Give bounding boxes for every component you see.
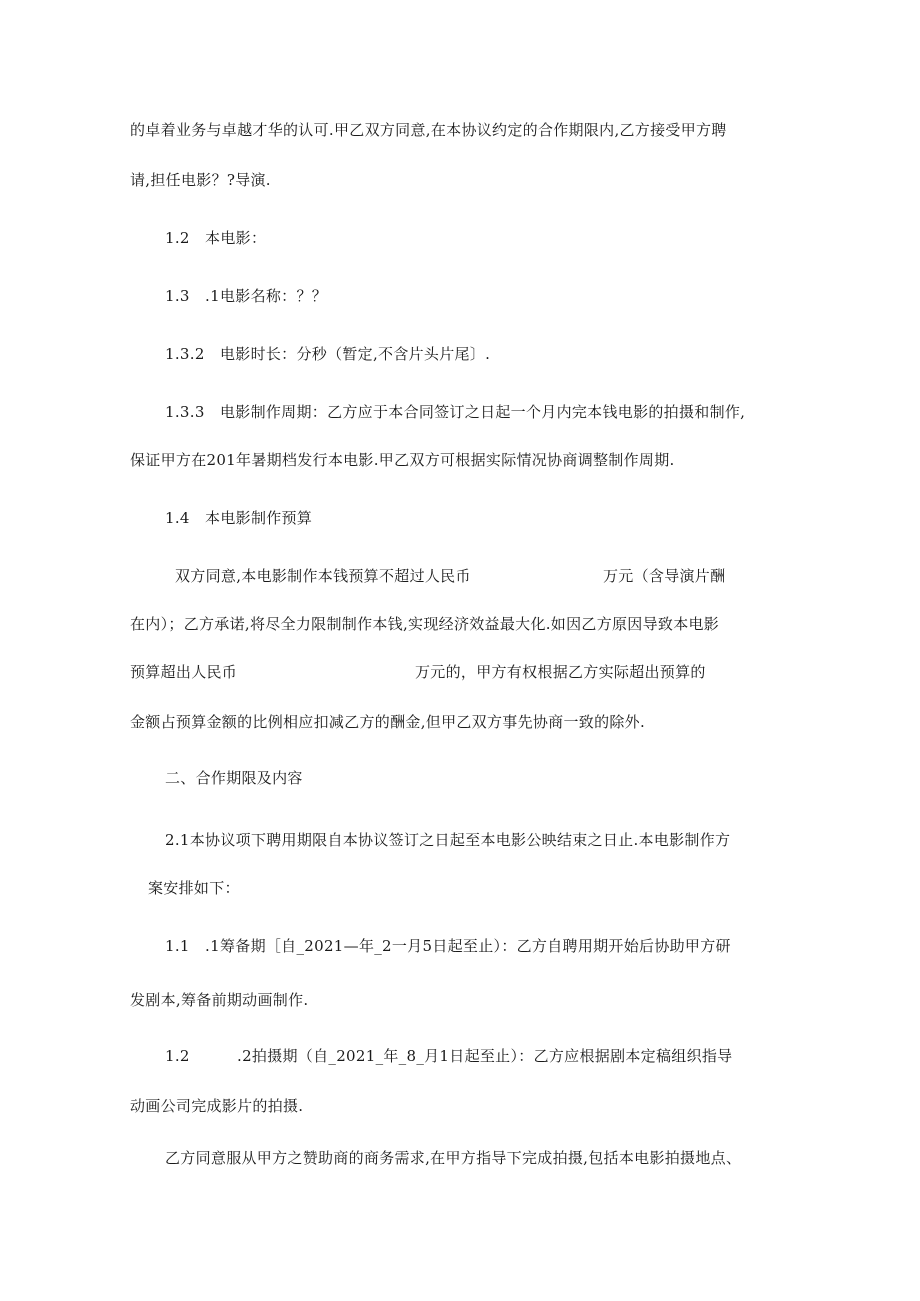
text-line-budget-3a: 预算超出人民币 xyxy=(130,663,238,681)
text-line-1: 的卓着业务与卓越才华的认可.甲乙双方同意,在本协议约定的合作期限内,乙方接受甲方聘 xyxy=(130,121,727,139)
text-line-budget-4: 金额占预算金额的比例相应扣减乙方的酬金,但甲乙双方事先协商一致的除外. xyxy=(130,713,646,731)
text-line-prep-period-cont: 发剧本,筹备前期动画制作. xyxy=(130,991,309,1009)
text-line-budget-1b: 万元（含导演片酬 xyxy=(603,567,726,585)
text-line-2-1-cont: 案安排如下： xyxy=(148,879,240,897)
text-line-shoot-period: .2拍摄期（自_2021_年_8_月1日起至止）：乙方应根据剧本定稿组织指导 xyxy=(237,1047,733,1065)
text-line-production-period: 1.3.3 电影制作周期：乙方应于本合同签订之日起一个月内完本钱电影的拍摄和制作, xyxy=(165,403,746,421)
text-line-shoot-period-cont: 动画公司完成影片的拍摄. xyxy=(130,1097,304,1115)
text-line-2-1: 2.1本协议项下聘用期限自本协议签订之日起至本电影公映结束之日止.本电影制作方 xyxy=(165,831,731,849)
text-line-prep-period: 1.1 .1筹备期［自_2021—年_2一月5日起至止）：乙方自聘用期开始后协助甲方研 xyxy=(165,937,731,955)
section-heading-2: 二、合作期限及内容 xyxy=(165,769,303,787)
section-heading-1-4: 1.4 本电影制作预算 xyxy=(165,509,313,527)
text-line-film-duration: 1.3.2 电影时长：分秒（暂定,不含片头片尾〕. xyxy=(165,345,491,363)
text-line-film-name: 1.3 .1电影名称：？？ xyxy=(165,287,328,305)
text-line-budget-2: 在内）；乙方承诺,将尽全力限制制作本钱,实现经济效益最大化.如因乙方原因导致本电影 xyxy=(130,615,720,633)
text-line-budget-3b: 万元的，甲方有权根据乙方实际超出预算的 xyxy=(415,663,706,681)
text-line-2: 请,担任电影？?导演. xyxy=(130,171,271,189)
text-line-shoot-number: 1.2 xyxy=(165,1047,190,1065)
section-heading-1-2: 1.2 本电影： xyxy=(165,229,267,247)
text-line-sponsor: 乙方同意服从甲方之赞助商的商务需求,在甲方指导下完成拍摄,包括本电影拍摄地点、 xyxy=(165,1149,742,1167)
text-line-budget-1a: 双方同意,本电影制作本钱预算不超过人民币 xyxy=(175,567,471,585)
text-line-production-period-cont: 保证甲方在201年暑期档发行本电影.甲乙双方可根据实际情况协商调整制作周期. xyxy=(130,451,675,469)
